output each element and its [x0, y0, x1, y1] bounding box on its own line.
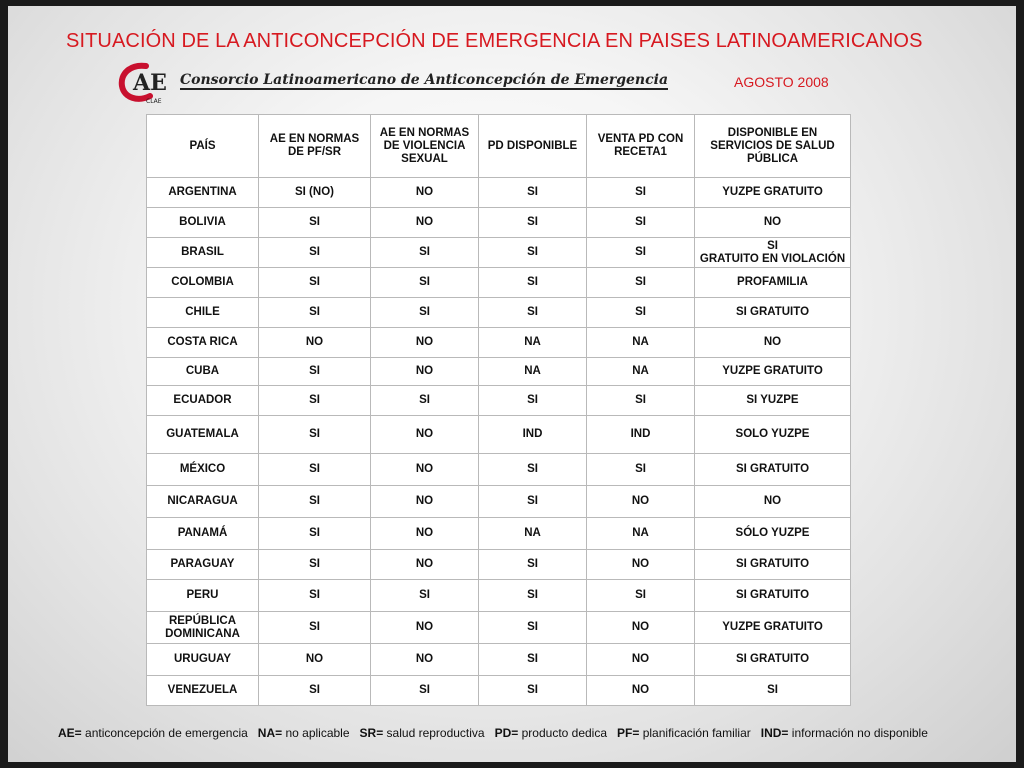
table-cell: NO [259, 644, 371, 676]
page-title: SITUACIÓN DE LA ANTICONCEPCIÓN DE EMERGENCIA EN PAISES LATINOAMERICANOS [66, 30, 923, 52]
table-cell: SI [479, 238, 587, 268]
legend-abbreviation: NA= [257, 726, 283, 740]
table-cell: SI [259, 416, 371, 454]
legend-definition: no aplicable [282, 726, 350, 740]
table-cell: SI [479, 454, 587, 486]
country-cell: REPÚBLICA DOMINICANA [147, 612, 259, 644]
table-cell: SI [259, 486, 371, 518]
table-cell: SI [587, 386, 695, 416]
table-row [147, 486, 851, 518]
table-cell: NO [371, 486, 479, 518]
table-row [147, 550, 851, 580]
table-cell: NO [695, 328, 851, 358]
table-cell: SI [371, 580, 479, 612]
table-cell: SI [479, 268, 587, 298]
legend-abbreviation: PD= [494, 726, 519, 740]
table-row [147, 328, 851, 358]
table-cell: SI [259, 580, 371, 612]
column-header: PD DISPONIBLE [479, 115, 587, 178]
table-header-row [147, 115, 851, 178]
table-cell: SI [587, 268, 695, 298]
legend-definition: información no disponible [788, 726, 928, 740]
table-cell: NO [371, 208, 479, 238]
clae-logo-caption: CLAE [146, 98, 162, 105]
table-row [147, 416, 851, 454]
table-cell: SI [587, 454, 695, 486]
table-cell: SI [259, 676, 371, 706]
table-cell: NO [695, 486, 851, 518]
table-cell: NO [371, 178, 479, 208]
table-cell: NO [587, 644, 695, 676]
table-cell: PROFAMILIA [695, 268, 851, 298]
table-cell: NO [371, 358, 479, 386]
table-cell: SI [479, 208, 587, 238]
table-cell: SI [371, 386, 479, 416]
table-cell: NO [587, 486, 695, 518]
table-row [147, 580, 851, 612]
table-cell: SI [259, 238, 371, 268]
table-row [147, 454, 851, 486]
table-cell: NA [587, 518, 695, 550]
table-cell: NO [371, 612, 479, 644]
svg-text:AE: AE [133, 70, 167, 96]
table-row [147, 358, 851, 386]
clae-logo-icon [116, 60, 172, 106]
table-cell: SI [259, 518, 371, 550]
table-cell: SI [371, 298, 479, 328]
table-cell: SI [479, 612, 587, 644]
column-header: DISPONIBLE EN SERVICIOS DE SALUD PÚBLICA [695, 115, 851, 178]
country-cell: ARGENTINA [147, 178, 259, 208]
table-cell: SI [259, 358, 371, 386]
contraception-status-table [146, 114, 851, 706]
table-cell: SI GRATUITO [695, 644, 851, 676]
column-header: AE EN NORMAS DE VIOLENCIA SEXUAL [371, 115, 479, 178]
table-cell: SÓLO YUZPE [695, 518, 851, 550]
country-cell: COLOMBIA [147, 268, 259, 298]
table-cell: SI [371, 268, 479, 298]
country-cell: GUATEMALA [147, 416, 259, 454]
table-cell: SI [479, 550, 587, 580]
country-cell: PARAGUAY [147, 550, 259, 580]
table-row [147, 178, 851, 208]
country-cell: URUGUAY [147, 644, 259, 676]
table-cell: SI [371, 238, 479, 268]
country-cell: BRASIL [147, 238, 259, 268]
legend-abbreviation: AE= [58, 726, 82, 740]
table-cell: NO [371, 328, 479, 358]
country-cell: COSTA RICA [147, 328, 259, 358]
table-cell: IND [587, 416, 695, 454]
table-cell: NO [695, 208, 851, 238]
table-cell: SI [259, 298, 371, 328]
abbreviations-legend [58, 726, 998, 740]
column-header: VENTA PD CON RECETA1 [587, 115, 695, 178]
table-cell: SI GRATUITO [695, 580, 851, 612]
report-date: AGOSTO 2008 [734, 74, 829, 90]
slide [8, 6, 1016, 762]
table-cell: SI [479, 386, 587, 416]
clae-logo [116, 60, 172, 106]
table-cell: NA [479, 518, 587, 550]
table-cell: SI [479, 580, 587, 612]
table-cell: SI [587, 580, 695, 612]
table-cell: SI GRATUITO EN VIOLACIÓN [695, 238, 851, 268]
table-cell: SI GRATUITO [695, 298, 851, 328]
table-row [147, 612, 851, 644]
table-cell: SI [259, 550, 371, 580]
country-cell: NICARAGUA [147, 486, 259, 518]
table-cell: SI [587, 208, 695, 238]
table-cell: SI [695, 676, 851, 706]
column-header: AE EN NORMAS DE PF/SR [259, 115, 371, 178]
table-row [147, 238, 851, 268]
table-cell: YUZPE GRATUITO [695, 178, 851, 208]
legend-definition: salud reproductiva [383, 726, 485, 740]
table-cell: YUZPE GRATUITO [695, 358, 851, 386]
table-cell: SI [587, 178, 695, 208]
table-cell: NA [479, 358, 587, 386]
table-row [147, 518, 851, 550]
table-cell: SI GRATUITO [695, 550, 851, 580]
table-cell: SI [587, 298, 695, 328]
table-row [147, 208, 851, 238]
country-cell: CHILE [147, 298, 259, 328]
table-cell: SI [479, 644, 587, 676]
country-cell: VENEZUELA [147, 676, 259, 706]
table-cell: NO [371, 454, 479, 486]
country-cell: MÉXICO [147, 454, 259, 486]
consortium-name: Consorcio Latinoamericano de Anticoncepción de Emergencia [180, 72, 669, 88]
table-cell: SI [259, 386, 371, 416]
table-cell: SI [259, 612, 371, 644]
legend-abbreviation: PF= [617, 726, 640, 740]
table-cell: NO [587, 612, 695, 644]
table-cell: NO [259, 328, 371, 358]
table-cell: NA [479, 328, 587, 358]
country-cell: ECUADOR [147, 386, 259, 416]
legend-definition: anticoncepción de emergencia [81, 726, 248, 740]
table-cell: SI YUZPE [695, 386, 851, 416]
table-cell: IND [479, 416, 587, 454]
table-row [147, 386, 851, 416]
legend-definition: producto dedica [518, 726, 608, 740]
country-cell: PERU [147, 580, 259, 612]
table-cell: NO [587, 676, 695, 706]
legend-abbreviation: SR= [359, 726, 384, 740]
column-header: PAÍS [147, 115, 259, 178]
table-cell: SI [259, 268, 371, 298]
table-cell: SI [479, 298, 587, 328]
table-cell: NO [371, 416, 479, 454]
legend-definition: planificación familiar [639, 726, 751, 740]
table-cell: SOLO YUZPE [695, 416, 851, 454]
table-cell: SI [259, 454, 371, 486]
table-cell: SI [479, 676, 587, 706]
table-cell: YUZPE GRATUITO [695, 612, 851, 644]
table-cell: NO [371, 518, 479, 550]
table-row [147, 298, 851, 328]
table-cell: SI [259, 208, 371, 238]
table-row [147, 268, 851, 298]
table-cell: NO [371, 550, 479, 580]
table-cell: SI GRATUITO [695, 454, 851, 486]
table-cell: NO [371, 644, 479, 676]
table-cell: NA [587, 358, 695, 386]
table-cell: SI [371, 676, 479, 706]
table-row [147, 644, 851, 676]
country-cell: PANAMÁ [147, 518, 259, 550]
country-cell: CUBA [147, 358, 259, 386]
table-cell: NO [587, 550, 695, 580]
table-cell: NA [587, 328, 695, 358]
table-row [147, 676, 851, 706]
country-cell: BOLIVIA [147, 208, 259, 238]
table-cell: SI [587, 238, 695, 268]
table-cell: SI [479, 486, 587, 518]
legend-abbreviation: IND= [760, 726, 789, 740]
table-cell: SI (NO) [259, 178, 371, 208]
table-cell: SI [479, 178, 587, 208]
